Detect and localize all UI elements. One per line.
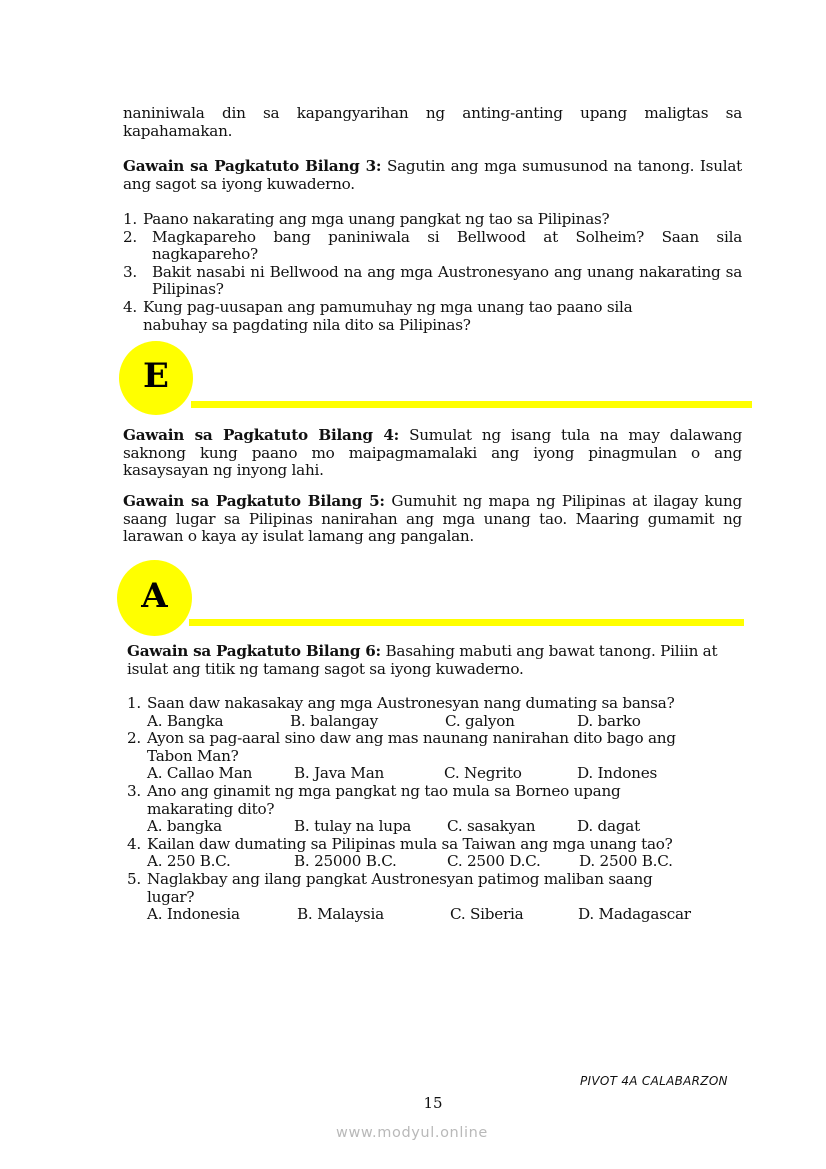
question-text-line: nabuhay sa pagdating nila dito sa Pilipinas? <box>143 315 471 334</box>
option-d: D. barko <box>577 711 641 730</box>
gawain-5-text: Gumuhit ng mapa ng Pilipinas at ilagay kung saang lugar sa Pilipinas nanirahan ang mga unang tao. Maaring gumamit ng larawan o kaya ay isulat lamang ang pangalan. <box>123 492 743 546</box>
option-b: B. Malaysia <box>297 905 384 924</box>
option-a: A. 250 B.C. <box>147 852 231 871</box>
mc-question <box>127 871 743 924</box>
gawain-4-instruction <box>123 427 742 480</box>
gawain-6-label: Gawain sa Pagkatuto Bilang 6: <box>127 642 381 660</box>
question-text-line: makarating dito? <box>147 799 275 818</box>
question-number: 3. <box>127 781 141 800</box>
gawain-3-text: Sagutin ang mga sumusunod na tanong. Isulat ang sagot sa iyong kuwaderno. <box>123 157 743 193</box>
mc-question <box>127 730 743 783</box>
question-text-line: Ano ang ginamit ng mga pangkat ng tao mula sa Borneo upang <box>147 781 621 800</box>
option-d: D. 2500 B.C. <box>579 852 673 871</box>
watermark: www.modyul.online <box>336 1125 488 1141</box>
question-item <box>123 229 742 264</box>
option-c: C. galyon <box>445 711 515 730</box>
option-c: C. Negrito <box>444 764 522 783</box>
question-number: 4. <box>123 297 137 316</box>
question-text: Bakit nasabi ni Bellwood na ang mga Austronesyano ang unang nakarating sa Pilipinas? <box>152 262 742 299</box>
option-d: D. Indones <box>577 764 658 783</box>
gawain-4-text: Sumulat ng isang tula na may dalawang saknong kung paano mo maipagmamalaki ang iyong pinagmulan o ang kasaysayan ng inyong lahi. <box>123 426 742 480</box>
question-text-line: Ayon sa pag-aaral sino daw ang mas naunang nanirahan dito bago ang <box>147 729 676 748</box>
option-c: C. 2500 D.C. <box>447 852 541 871</box>
gawain-6-question-list <box>127 695 743 924</box>
section-e-underline <box>191 401 752 408</box>
gawain-3-label: Gawain sa Pagkatuto Bilang 3: <box>123 157 382 175</box>
option-a: A. Callao Man <box>147 764 253 783</box>
option-a: A. Indonesia <box>147 905 240 924</box>
answer-options <box>127 765 743 783</box>
question-item <box>123 299 742 334</box>
answer-options <box>127 906 743 924</box>
section-e-letter: E <box>143 356 169 396</box>
option-b: B. tulay na lupa <box>294 817 412 836</box>
question-number: 5. <box>127 869 141 888</box>
question-number: 1. <box>123 210 137 228</box>
section-a-underline <box>189 619 744 626</box>
question-text-line: Saan daw nakasakay ang mga Austronesyan nang dumating sa bansa? <box>147 694 675 712</box>
mc-question <box>127 783 743 836</box>
option-a: A. bangka <box>147 817 222 836</box>
question-text-line: Naglakbay ang ilang pangkat Austronesyan patimog maliban saang <box>147 869 653 888</box>
option-b: B. Java Man <box>294 764 385 783</box>
gawain-6-text: Basahing mabuti ang bawat tanong. Piliin at isulat ang titik ng tamang sagot sa iyong kuwaderno. <box>127 642 718 678</box>
question-item <box>123 211 742 229</box>
gawain-3-question-list <box>123 211 742 334</box>
answer-options <box>127 818 743 836</box>
section-a-badge <box>117 560 192 636</box>
gawain-4-label: Gawain sa Pagkatuto Bilang 4: <box>123 426 400 444</box>
question-number: 1. <box>127 694 141 712</box>
page-number: 15 <box>423 1094 443 1112</box>
gawain-6-instruction <box>127 643 743 678</box>
answer-options <box>127 713 743 731</box>
question-item <box>123 264 742 299</box>
mc-question <box>127 695 743 730</box>
option-d: D. dagat <box>577 817 640 836</box>
question-text: Magkapareho bang paniniwala si Bellwood at Solheim? Saan sila nagkapareho? <box>152 227 742 264</box>
gawain-5-label: Gawain sa Pagkatuto Bilang 5: <box>123 492 385 510</box>
answer-options <box>127 853 743 871</box>
gawain-3-instruction <box>123 158 742 193</box>
intro-text: naniniwala din sa kapangyarihan ng anting-anting upang maligtas sa kapahamakan. <box>123 104 742 140</box>
question-text-line: Kung pag-uusapan ang pamumuhay ng mga unang tao paano sila <box>143 297 633 316</box>
option-b: B. 25000 B.C. <box>294 852 397 871</box>
option-a: A. Bangka <box>147 711 224 730</box>
question-text-line: Kailan daw dumating sa Pilipinas mula sa Taiwan ang mga unang tao? <box>147 834 673 853</box>
section-e-badge <box>119 341 193 415</box>
gawain-5-instruction <box>123 493 742 546</box>
option-c: C. Siberia <box>450 905 524 924</box>
footer-brand: PIVOT 4A CALABARZON <box>580 1074 728 1088</box>
option-c: C. sasakyan <box>447 817 536 836</box>
question-number: 2. <box>127 729 141 748</box>
option-b: B. balangay <box>290 711 378 730</box>
question-text-line: lugar? <box>147 887 195 906</box>
question-text: Paano nakarating ang mga unang pangkat ng tao sa Pilipinas? <box>143 210 610 228</box>
question-number: 4. <box>127 834 141 853</box>
option-d: D. Madagascar <box>578 905 691 924</box>
mc-question <box>127 836 743 871</box>
section-a-letter: A <box>141 576 168 616</box>
question-text-line: Tabon Man? <box>147 746 239 765</box>
intro-paragraph <box>123 105 742 140</box>
question-number: 3. <box>123 262 137 281</box>
question-number: 2. <box>123 227 137 246</box>
